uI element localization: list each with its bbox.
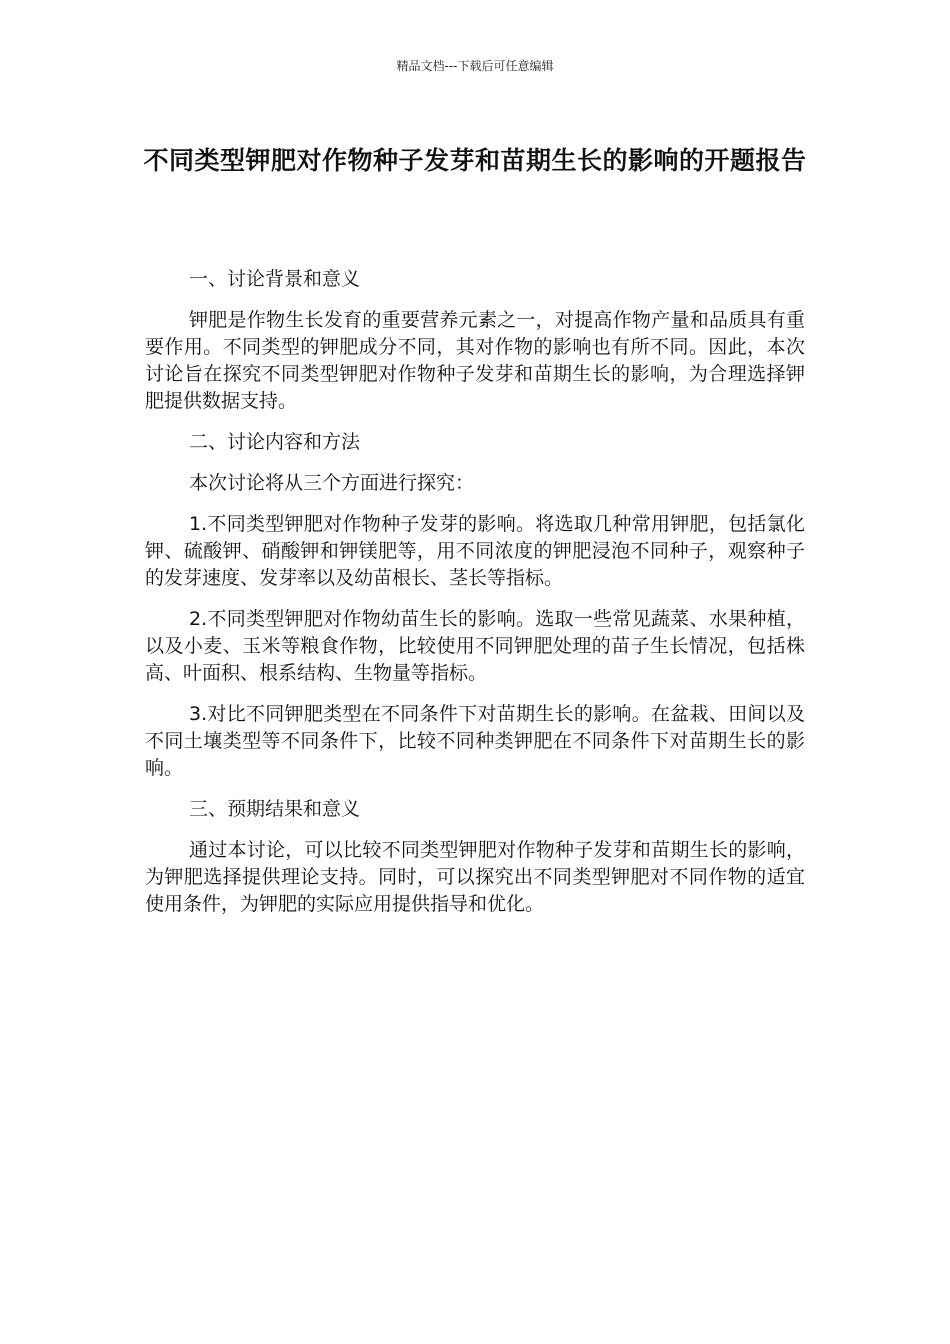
paragraph-method-item-2: 2.不同类型钾肥对作物幼苗生长的影响。选取一些常见蔬菜、水果种植，以及小麦、玉米等粮食作物，比较使用不同钾肥处理的苗子生长情况，包括株高、叶面积、根系结构、生物量等指标。 [145,608,805,684]
document-title: 不同类型钾肥对作物种子发芽和苗期生长的影响的开题报告 [143,146,807,175]
page-header: 精品文档---下载后可任意编辑 [396,59,554,73]
section-heading-background: 一、讨论背景和意义 [189,268,361,290]
paragraph-method-item-1: 1.不同类型钾肥对作物种子发芽的影响。将选取几种常用钾肥，包括氯化钾、硫酸钾、硝酸钾和钾镁肥等，用不同浓度的钾肥浸泡不同种子，观察种子的发芽速度、发芽率以及幼苗根长、茎长等指标。 [145,513,805,589]
paragraph-methods-intro: 本次讨论将从三个方面进行探究： [189,472,475,494]
section-heading-methods: 二、讨论内容和方法 [189,431,361,453]
section-heading-results: 三、预期结果和意义 [189,798,361,820]
document-body [145,266,805,932]
paragraph-results: 通过本讨论，可以比较不同类型钾肥对作物种子发芽和苗期生长的影响，为钾肥选择提供理论支持。同时，可以探究出不同类型钾肥对不同作物的适宜使用条件，为钾肥的实际应用提供指导和优化。 [145,839,805,915]
paragraph-background: 钾肥是作物生长发育的重要营养元素之一，对提高作物产量和品质具有重要作用。不同类型的钾肥成分不同，其对作物的影响也有所不同。因此，本次讨论旨在探究不同类型钾肥对作物种子发芽和苗期生长的影响，为合理选择钾肥提供数据支持。 [145,309,805,412]
paragraph-method-item-3: 3.对比不同钾肥类型在不同条件下对苗期生长的影响。在盆栽、田间以及不同土壤类型等不同条件下，比较不同种类钾肥在不同条件下对苗期生长的影响。 [145,703,805,779]
